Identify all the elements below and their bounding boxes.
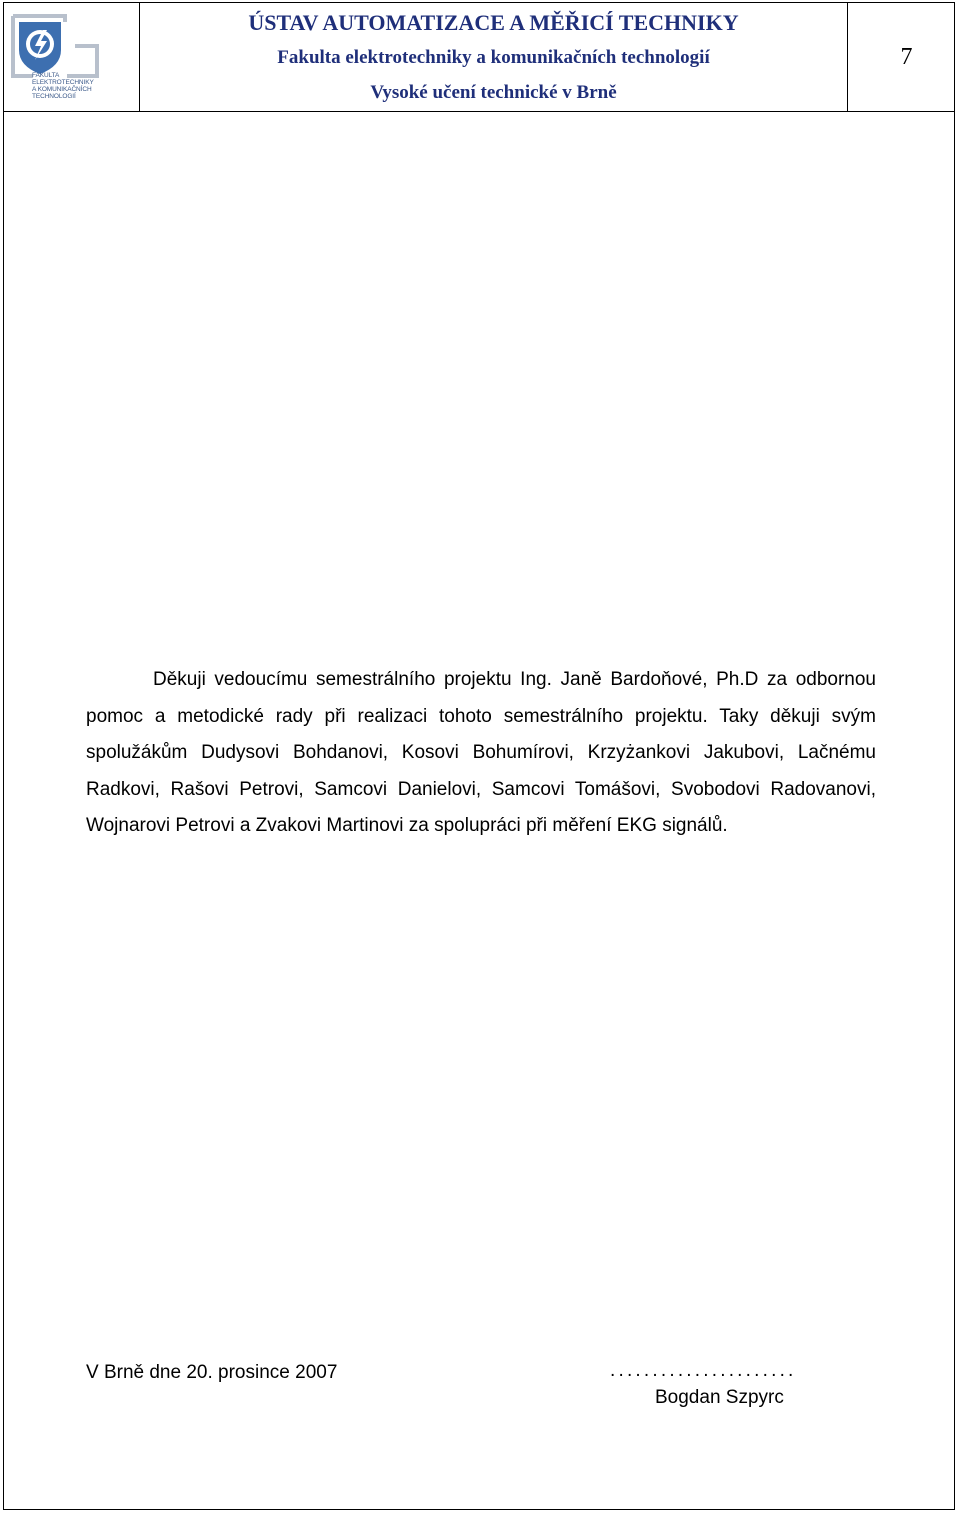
faculty-logo: [3, 2, 140, 112]
page-number: 7: [900, 44, 913, 70]
logo-text: FAKULTA ELEKTROTECHNIKY A KOMUNIKAČNÍCH TECHNOLOGIÍ: [32, 72, 94, 100]
signature-name: Bogdan Szpyrc: [655, 1387, 784, 1408]
page-header: [3, 2, 955, 112]
institute-title: ÚSTAV AUTOMATIZACE A MĚŘICÍ TECHNIKY: [248, 10, 739, 35]
faculty-title: Fakulta elektrotechniky a komunikačních technologií: [277, 47, 710, 68]
university-title: Vysoké učení technické v Brně: [370, 82, 617, 103]
header-title-block: [140, 2, 848, 112]
acknowledgement-paragraph: Děkuji vedoucímu semestrálního projektu Ing. Janě Bardoňové, Ph.D za odbornou pomoc a metodické rady při realizaci tohoto semestrálního projektu. Taky děkuji svým spolužákům Dudysovi Bohdanovi, Kosovi Bohumírovi, Krzyżankovi Jakubovi, Lačnému Radkovi, Rašovi Petrovi, Samcovi Danielovi, Samcovi Tomášovi, Svobodovi Radovanovi, Wojnarovi Petrovi a Zvakovi Martinovi za spolupráci při měření EKG signálů.: [86, 669, 876, 836]
signature-line: ......................: [610, 1360, 797, 1381]
place-and-date: V Brně dne 20. prosince 2007: [86, 1362, 338, 1383]
